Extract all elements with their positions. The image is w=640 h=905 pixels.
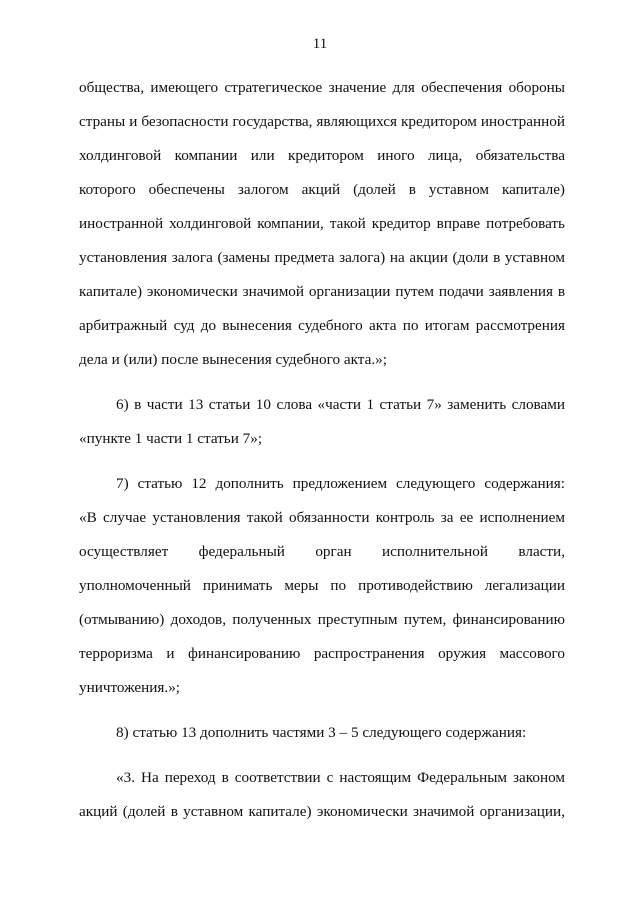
text-line: арбитражный суд до вынесения судебного акта по итогам рассмотрения: [79, 317, 565, 334]
paragraph-item-8: [79, 716, 565, 750]
paragraph-quote-3: [79, 761, 565, 829]
text-line: «пункте 1 части 1 статьи 7»;: [79, 430, 263, 447]
text-line: дела и (или) после вынесения судебного акта.»;: [79, 351, 387, 368]
text-line: общества, имеющего стратегическое значение для обеспечения обороны: [79, 79, 565, 96]
text-line: терроризма и финансированию распространения оружия массового: [79, 645, 565, 662]
paragraph-item-6: [79, 388, 565, 456]
text-line: «3. На переход в соответствии с настоящим Федеральным законом: [116, 769, 565, 786]
text-line: (отмыванию) доходов, полученных преступным путем, финансированию: [79, 611, 565, 628]
paragraph-continued: [79, 71, 565, 377]
text-line: которого обеспечены залогом акций (долей в уставном капитале): [79, 181, 565, 198]
page-number: 11: [312, 36, 328, 52]
text-line: страны и безопасности государства, являющихся кредитором иностранной: [79, 113, 565, 130]
text-line: осуществляет федеральный орган исполнительной власти,: [79, 543, 565, 560]
paragraph-item-7: [79, 467, 565, 705]
text-line: уничтожения.»;: [79, 679, 181, 696]
text-line: акций (долей в уставном капитале) экономически значимой организации,: [79, 803, 565, 820]
text-line: капитале) экономически значимой организации путем подачи заявления в: [79, 283, 565, 300]
text-line: установления залога (замены предмета залога) на акции (доли в уставном: [79, 249, 565, 266]
text-line: уполномоченный принимать меры по противодействию легализации: [79, 577, 565, 594]
document-body: [79, 71, 565, 829]
text-line: иностранной холдинговой компании, такой кредитор вправе потребовать: [79, 215, 565, 232]
text-line: 7) статью 12 дополнить предложением следующего содержания:: [116, 475, 565, 492]
text-line: 6) в части 13 статьи 10 слова «части 1 статьи 7» заменить словами: [116, 396, 565, 413]
text-line: «В случае установления такой обязанности контроль за ее исполнением: [79, 509, 565, 526]
text-line: холдинговой компании или кредитором иного лица, обязательства: [79, 147, 565, 164]
text-line: 8) статью 13 дополнить частями 3 – 5 следующего содержания:: [116, 724, 527, 741]
